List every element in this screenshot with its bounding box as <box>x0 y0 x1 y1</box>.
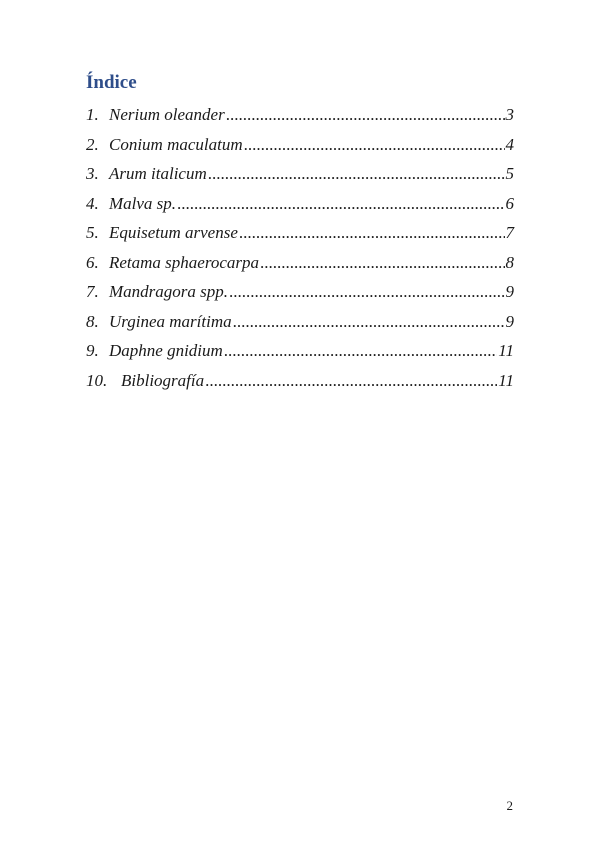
toc-entry-label: Urginea marítima <box>109 311 232 331</box>
toc-dot-leader <box>233 312 505 332</box>
toc-dot-leader <box>177 194 504 214</box>
toc-entry-label: Mandragora spp. <box>109 282 229 301</box>
toc-entry-page: 6 <box>505 193 514 213</box>
toc-entry-label: Conium maculatum <box>109 134 243 154</box>
toc-entry-label: Malva sp. <box>109 193 177 213</box>
toc-entry-label: Arum italicum <box>109 164 207 183</box>
toc-dot-leader <box>226 105 505 125</box>
toc-entry[interactable] <box>86 341 514 371</box>
toc-entry-label: Nerium oleander <box>109 105 225 124</box>
toc-entry[interactable] <box>86 253 514 283</box>
toc-entry-page: 11 <box>498 341 514 360</box>
toc-entry[interactable] <box>86 194 514 224</box>
toc-entry-page: 9 <box>505 282 514 301</box>
toc-entry-page: 3 <box>505 105 514 124</box>
toc-entry[interactable] <box>86 312 514 342</box>
toc-entry-number: 8. <box>86 311 99 331</box>
toc-dot-leader <box>208 164 505 184</box>
toc-entry-number: 6. <box>86 252 99 272</box>
toc-entry-page: 4 <box>505 134 514 154</box>
page-number: 2 <box>506 798 513 813</box>
toc-entry[interactable] <box>86 105 514 135</box>
toc-dot-leader <box>239 223 505 243</box>
toc-entry-page: 9 <box>505 311 514 331</box>
toc-entry-page: 5 <box>505 164 514 183</box>
toc-entry[interactable] <box>86 371 514 401</box>
toc-dot-leader <box>260 253 505 273</box>
toc-entry-page: 7 <box>505 223 514 242</box>
toc-entry-number: 3. <box>86 164 99 183</box>
toc-entry[interactable] <box>86 135 514 165</box>
toc-entry-page: 11 <box>498 370 514 390</box>
toc-entry-label: Daphne gnidium <box>109 341 223 360</box>
toc-list <box>86 105 514 400</box>
toc-dot-leader <box>229 282 504 302</box>
toc-entry-page: 8 <box>505 252 514 272</box>
toc-entry[interactable] <box>86 164 514 194</box>
toc-entry-number: 7. <box>86 282 99 301</box>
toc-title: Índice <box>86 72 137 93</box>
toc-entry[interactable] <box>86 282 514 312</box>
toc-entry-number: 5. <box>86 223 99 242</box>
toc-entry-number: 10. <box>86 370 108 390</box>
toc-entry-label: Equisetum arvense <box>109 223 238 242</box>
toc-entry-number: 2. <box>86 134 99 154</box>
toc-entry-number: 1. <box>86 105 99 124</box>
toc-dot-leader <box>224 341 497 361</box>
toc-entry[interactable] <box>86 223 514 253</box>
toc-entry-label: Retama sphaerocarpa <box>109 252 259 272</box>
toc-dot-leader <box>205 371 497 391</box>
toc-dot-leader <box>244 135 505 155</box>
toc-entry-number: 4. <box>86 193 99 213</box>
toc-entry-number: 9. <box>86 341 99 360</box>
toc-entry-label: Bibliografía <box>121 370 205 390</box>
